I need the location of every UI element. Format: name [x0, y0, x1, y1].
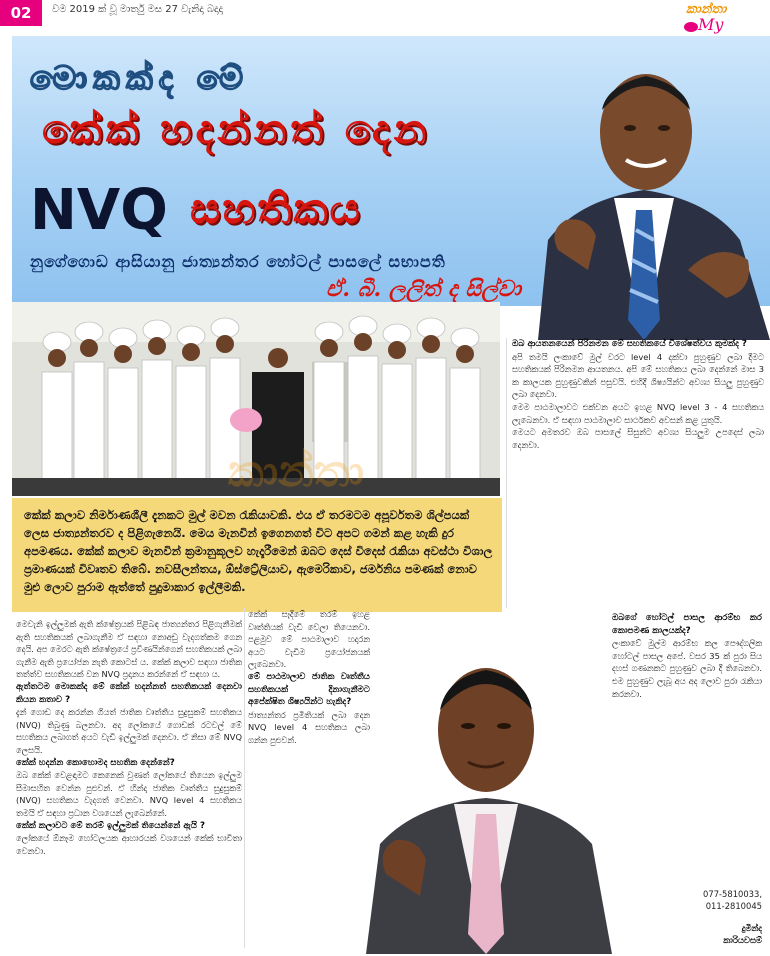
dateline: වම 2019 ක් වූ මාර්තු මස 27 වැනිදා බදාදා [52, 4, 223, 15]
paragraph: කේක් සෑදීමේ තරම් ඉහළ වෘත්තියක් වැඩි වෙලා තියෙනවා. පළමුව මේ පාඨමාලාව හදාරන අයට වැඩිම ප්‍රයෝජනයක් ලැබෙනවා. [248, 609, 370, 670]
paragraph: ඔබ කේක් වෙළඳාමට කෙනෙක් වුණත් ලෝකයේ තියෙන ඉල්ලුම සීමාසහිත වෙන්න පුළුවන්. ඒ හින්දා ජාතික වෘත්තීය සුදුසුකම් (NVQ) සහතිකය වැදගත් වෙනවා. NVQ level 4 සහතිකය තමයි ඒ සඳහා ප්‍රධාන වශයෙන් ලැබෙන්නේ. [16, 770, 242, 818]
brand-script: My [698, 15, 724, 34]
intro-text: කේක් කලාව නිර්මාණශීලී දැනකට මුල් මවන රැකියාවකි. එය ඒ තරමටම අපූර්වතම ශිල්පයක් ලෙස ජාත්‍යන්තරව ද පිළිගැනෙයි. මෙය මැනවින් ඉගෙනගත් විට අපට ගමන් කළ හැකි දුර අපමණය. කේක් කලාව මැනවින් ක්‍රමානුකූලව හැදෑරීමෙන් ඔබට දෙස් විදෙස් රැකියා අවස්ථා විශාල ප්‍රමාණයක් විවෘතව තිබේ. නවසීලන්තය, ඕස්ට්‍රේලියාව, ඇමෙරිකාව, ජර්මනිය පමණක් නොව මුළු ලොව පුරාම ඇත්තේ පුදුමාකාර ඉල්ලීමකි. [24, 508, 493, 594]
brand-dot-icon [684, 22, 698, 32]
headline-line2: සහතිකය [190, 184, 362, 233]
headline-line1: කේක් හදන්නත් දෙන [42, 107, 431, 153]
subtitle: නුගේගොඩ ආසියානු ජාත්‍යන්තර හෝටල් පාසලේ සභාපති [30, 252, 446, 271]
portrait-chairman-image [518, 40, 770, 340]
paragraph: ජාත්‍යන්තර ප්‍රමිතියක් ලබා දෙන NVQ level 4 සහතිකය ලබා ගන්න පුළුවන්. [248, 709, 370, 745]
article-column-4 [612, 612, 762, 700]
author-signature [662, 922, 762, 946]
author-name: දුමින්ද [741, 923, 762, 933]
page-number: 02 [0, 0, 42, 26]
brand-logo [664, 2, 764, 34]
question-heading: ඔබ ආයතනයෙන් පිරිනමන මේ සහතිකයේ විශේෂත්වය කුමක්ද ? [512, 339, 747, 349]
question-heading: කේක් හදන්න කොහොමද සහතික දෙන්නේ? [16, 757, 175, 768]
article-column-3 [512, 338, 764, 451]
phone-number: 011-2810045 [705, 901, 762, 912]
headline-kicker: මොකක්ද මේ [30, 58, 249, 97]
brand-top: කාන්තා [686, 2, 727, 17]
article-column-2 [248, 608, 370, 747]
portrait-chairman-image-2 [356, 634, 612, 954]
paragraph: මෙයට අමතරව ඔබ පාසලේ සිසුන්ට අවශ්‍ය සියලුම උපදෙස් ලබා දෙනවා. [512, 427, 764, 450]
question-heading: කේක් කලාවට මේ තරම් ඉල්ලුමක් තියෙන්නේ ඇයි ? [16, 820, 205, 831]
paragraph: මෙවැනි ඉල්ලුමක් ඇති ක්ෂේත්‍රයක් පිළිබඳ ජාත්‍යන්තර පිළිගැනීමක් ඇති සහතිකයක් ලබාගැනීම ඒ සඳහා නොඅඩු වැදගත්කම ගෙන දෙයි. අප මෙරට ඇති ක්ෂේත්‍රයේ ප්‍රවීණයින්ගෙන් සහතිකයක් ලබා ගැනීම ඇති ප්‍රයෝජන නැති කොටස් ය. කේක් කලාව සඳහා ජාතික තත්ත්ව සහතිකයක් වන NVQ ප්‍රදානය කරන්නේ ඒ සඳහා ය. [16, 619, 242, 680]
svg-text:කාන්තා: කාන්තා [227, 446, 365, 497]
column-divider [244, 608, 245, 948]
phone-number: 077-5810033, [703, 889, 762, 899]
paragraph: දැන් ගොඩ දෙ කරන්න ගියත් ජාතික වෘත්තීය සුදුසුකම් සහතිකය (NVQ) තිබුණු බලනවා. අද ලෝකයේ ගොඩක් රටවල් මේ සහතිකය ලබාගත් අයට වැඩි ඉල්ලුමක් දෙනවා. ඒ නිසා මේ NVQ ලෙසයි. [16, 707, 242, 755]
column-divider [506, 338, 507, 608]
paragraph: ලංකාවේ මුල්ම ආරම්භ කල පෞද්ගලික හෝටල් පාසල අපේ. වසර 35 ක් පුරා සිය දහස් ගණනකට පුහුණුව ලබා දී තිබෙනවා. එම පුහුණුව ලැබූ අය අද ලොව පුරා රැකියා කරනවා. [612, 638, 762, 699]
paragraph: ලෝකයේ ඕනෑම හෝටලයක ආහාරයක් වශයෙන් කේක් භාවිතා වෙනවා. [16, 833, 242, 856]
contact-numbers [666, 888, 762, 913]
author-surname: කාරියවසම් [723, 935, 762, 945]
paragraph: මෙම පාඨමාලාවට එක්වන අයට ඉහළ NVQ level 3 - 4 සහතිකය ලැබෙනවා. ඒ සඳහා පාඨමාලාව සාර්ථකව අවසන් කළ යුතුයි. [512, 401, 764, 425]
headline-nvq: NVQ [30, 178, 168, 243]
question-heading: ඇත්තටම මොකක්ද මේ කේක් හදන්නත් සහතිකයක් දෙනවා කියන කතාව ? [16, 681, 242, 705]
question-heading: ඔබගේ හෝටල් පාසල ආරම්භ කර කොපමණ කාලයක්ද? [612, 613, 762, 636]
question-heading: මේ පාඨමාලාව ජාතික වෘත්තීය සහතිකයක් දිනාගැනීමට අපේක්ෂිත ශිෂ්‍යයින්ට හැකිද? [248, 671, 370, 708]
article-column-1 [16, 618, 242, 857]
byline: ඒ. බී. ලලිත් ද සිල්වා [326, 276, 521, 302]
paragraph: අපි තමයි ලංකාවේ මුල් වරට level 4 දක්වා පුහුණුව ලබා දීමට සහතිකයක් පිරිනමන ආයතනය. අපි මේ සහතිකය ලබා දෙන්නේ මාස 3 ක කාලයක පුහුණුවකින් පසුවයි. එහිදී ශිෂ්‍යයින්ට අවශ්‍ය සියලු පුහුණුව ලබා දෙනවා. [512, 351, 764, 400]
